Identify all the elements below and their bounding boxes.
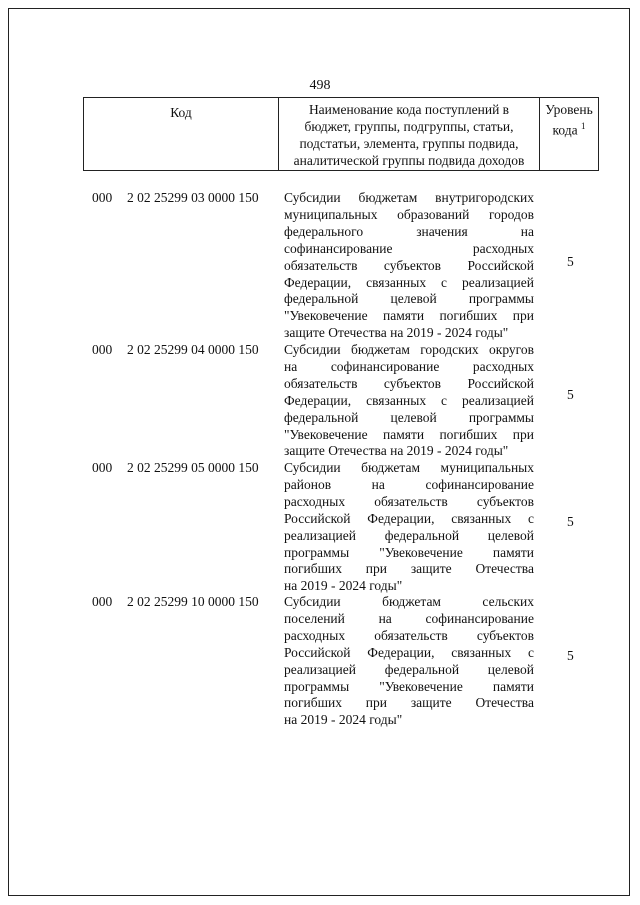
income-name-line: Субсидии бюджетам внутригородских (284, 190, 534, 205)
income-name-line: защите Отечества на 2019 - 2024 годы" (284, 443, 509, 459)
income-name-line: программы "Увековечение памяти (284, 544, 534, 560)
income-name-line: на софинансирование расходных (284, 358, 534, 374)
header-level-line1: Уровень (545, 102, 593, 117)
income-name-line: федерального значения на (284, 223, 534, 239)
income-name-line: Федерации, связанных с реализацией (284, 274, 534, 290)
income-name-line: поселений на софинансирование (284, 610, 534, 626)
income-name-line: обязательств субъектов Российской (284, 257, 534, 273)
code-level: 5 (567, 254, 574, 269)
income-code: 2 02 25299 05 0000 150 (127, 460, 259, 475)
income-name (284, 460, 534, 595)
header-level-line2 (540, 118, 598, 139)
income-name-line: федеральной целевой программы (284, 291, 534, 307)
income-name (284, 594, 534, 729)
income-name-line: на 2019 - 2024 годы" (284, 578, 403, 594)
income-name (284, 190, 534, 342)
income-code: 2 02 25299 10 0000 150 (127, 594, 259, 609)
code-level: 5 (567, 387, 574, 402)
code-level: 5 (567, 514, 574, 529)
income-name-line: обязательств субъектов Российской (284, 375, 534, 391)
table-header (83, 97, 599, 171)
income-name-line: Федерации, связанных с реализацией (284, 392, 534, 408)
income-code: 2 02 25299 04 0000 150 (127, 342, 259, 357)
header-name (279, 98, 540, 170)
income-name-line: расходных обязательств субъектов (284, 493, 534, 509)
admin-code: 000 (92, 594, 113, 609)
income-name-line: программы "Увековечение памяти (284, 678, 534, 694)
income-name-line: софинансирование расходных (284, 240, 534, 256)
income-name-line: муниципальных образований городов (284, 206, 534, 222)
income-name-line: защите Отечества на 2019 - 2024 годы" (284, 325, 509, 341)
income-name-line: районов на софинансирование (284, 476, 534, 492)
income-name-line: расходных обязательств субъектов (284, 627, 534, 643)
income-name-line: на 2019 - 2024 годы" (284, 712, 403, 728)
header-name-line: Наименование кода поступлений в (308, 102, 510, 117)
income-name-line: Российской Федерации, связанных с (284, 510, 534, 526)
header-code: Код (84, 98, 279, 170)
income-name-line: "Увековечение памяти погибших при (284, 426, 534, 442)
income-name-line: реализацией федеральной целевой (284, 527, 534, 543)
income-name-line: Субсидии бюджетам сельских (284, 594, 534, 609)
income-code: 2 02 25299 03 0000 150 (127, 190, 259, 205)
header-level-text: кода (552, 122, 578, 138)
income-name-line: Российской Федерации, связанных с (284, 644, 534, 660)
code-level: 5 (567, 648, 574, 663)
admin-code: 000 (92, 460, 113, 475)
income-name-line: реализацией федеральной целевой (284, 661, 534, 677)
income-name-line: погибших при защите Отечества (284, 561, 534, 577)
header-name-line: подстатьи, элемента, группы подвида, (299, 136, 519, 151)
page-number: 498 (309, 78, 331, 93)
header-name-line: бюджет, группы, подгруппы, статьи, (304, 119, 514, 134)
income-name-line: погибших при защите Отечества (284, 695, 534, 711)
income-name-line: Субсидии бюджетам муниципальных (284, 460, 534, 475)
header-level (540, 98, 598, 170)
income-name-line: федеральной целевой программы (284, 409, 534, 425)
income-name-line: "Увековечение памяти погибших при (284, 308, 534, 324)
income-name (284, 342, 534, 460)
admin-code: 000 (92, 190, 113, 205)
header-name-line: аналитической группы подвида доходов (293, 153, 525, 168)
admin-code: 000 (92, 342, 113, 357)
footnote-marker: 1 (580, 121, 586, 131)
income-name-line: Субсидии бюджетам городских округов (284, 342, 534, 357)
